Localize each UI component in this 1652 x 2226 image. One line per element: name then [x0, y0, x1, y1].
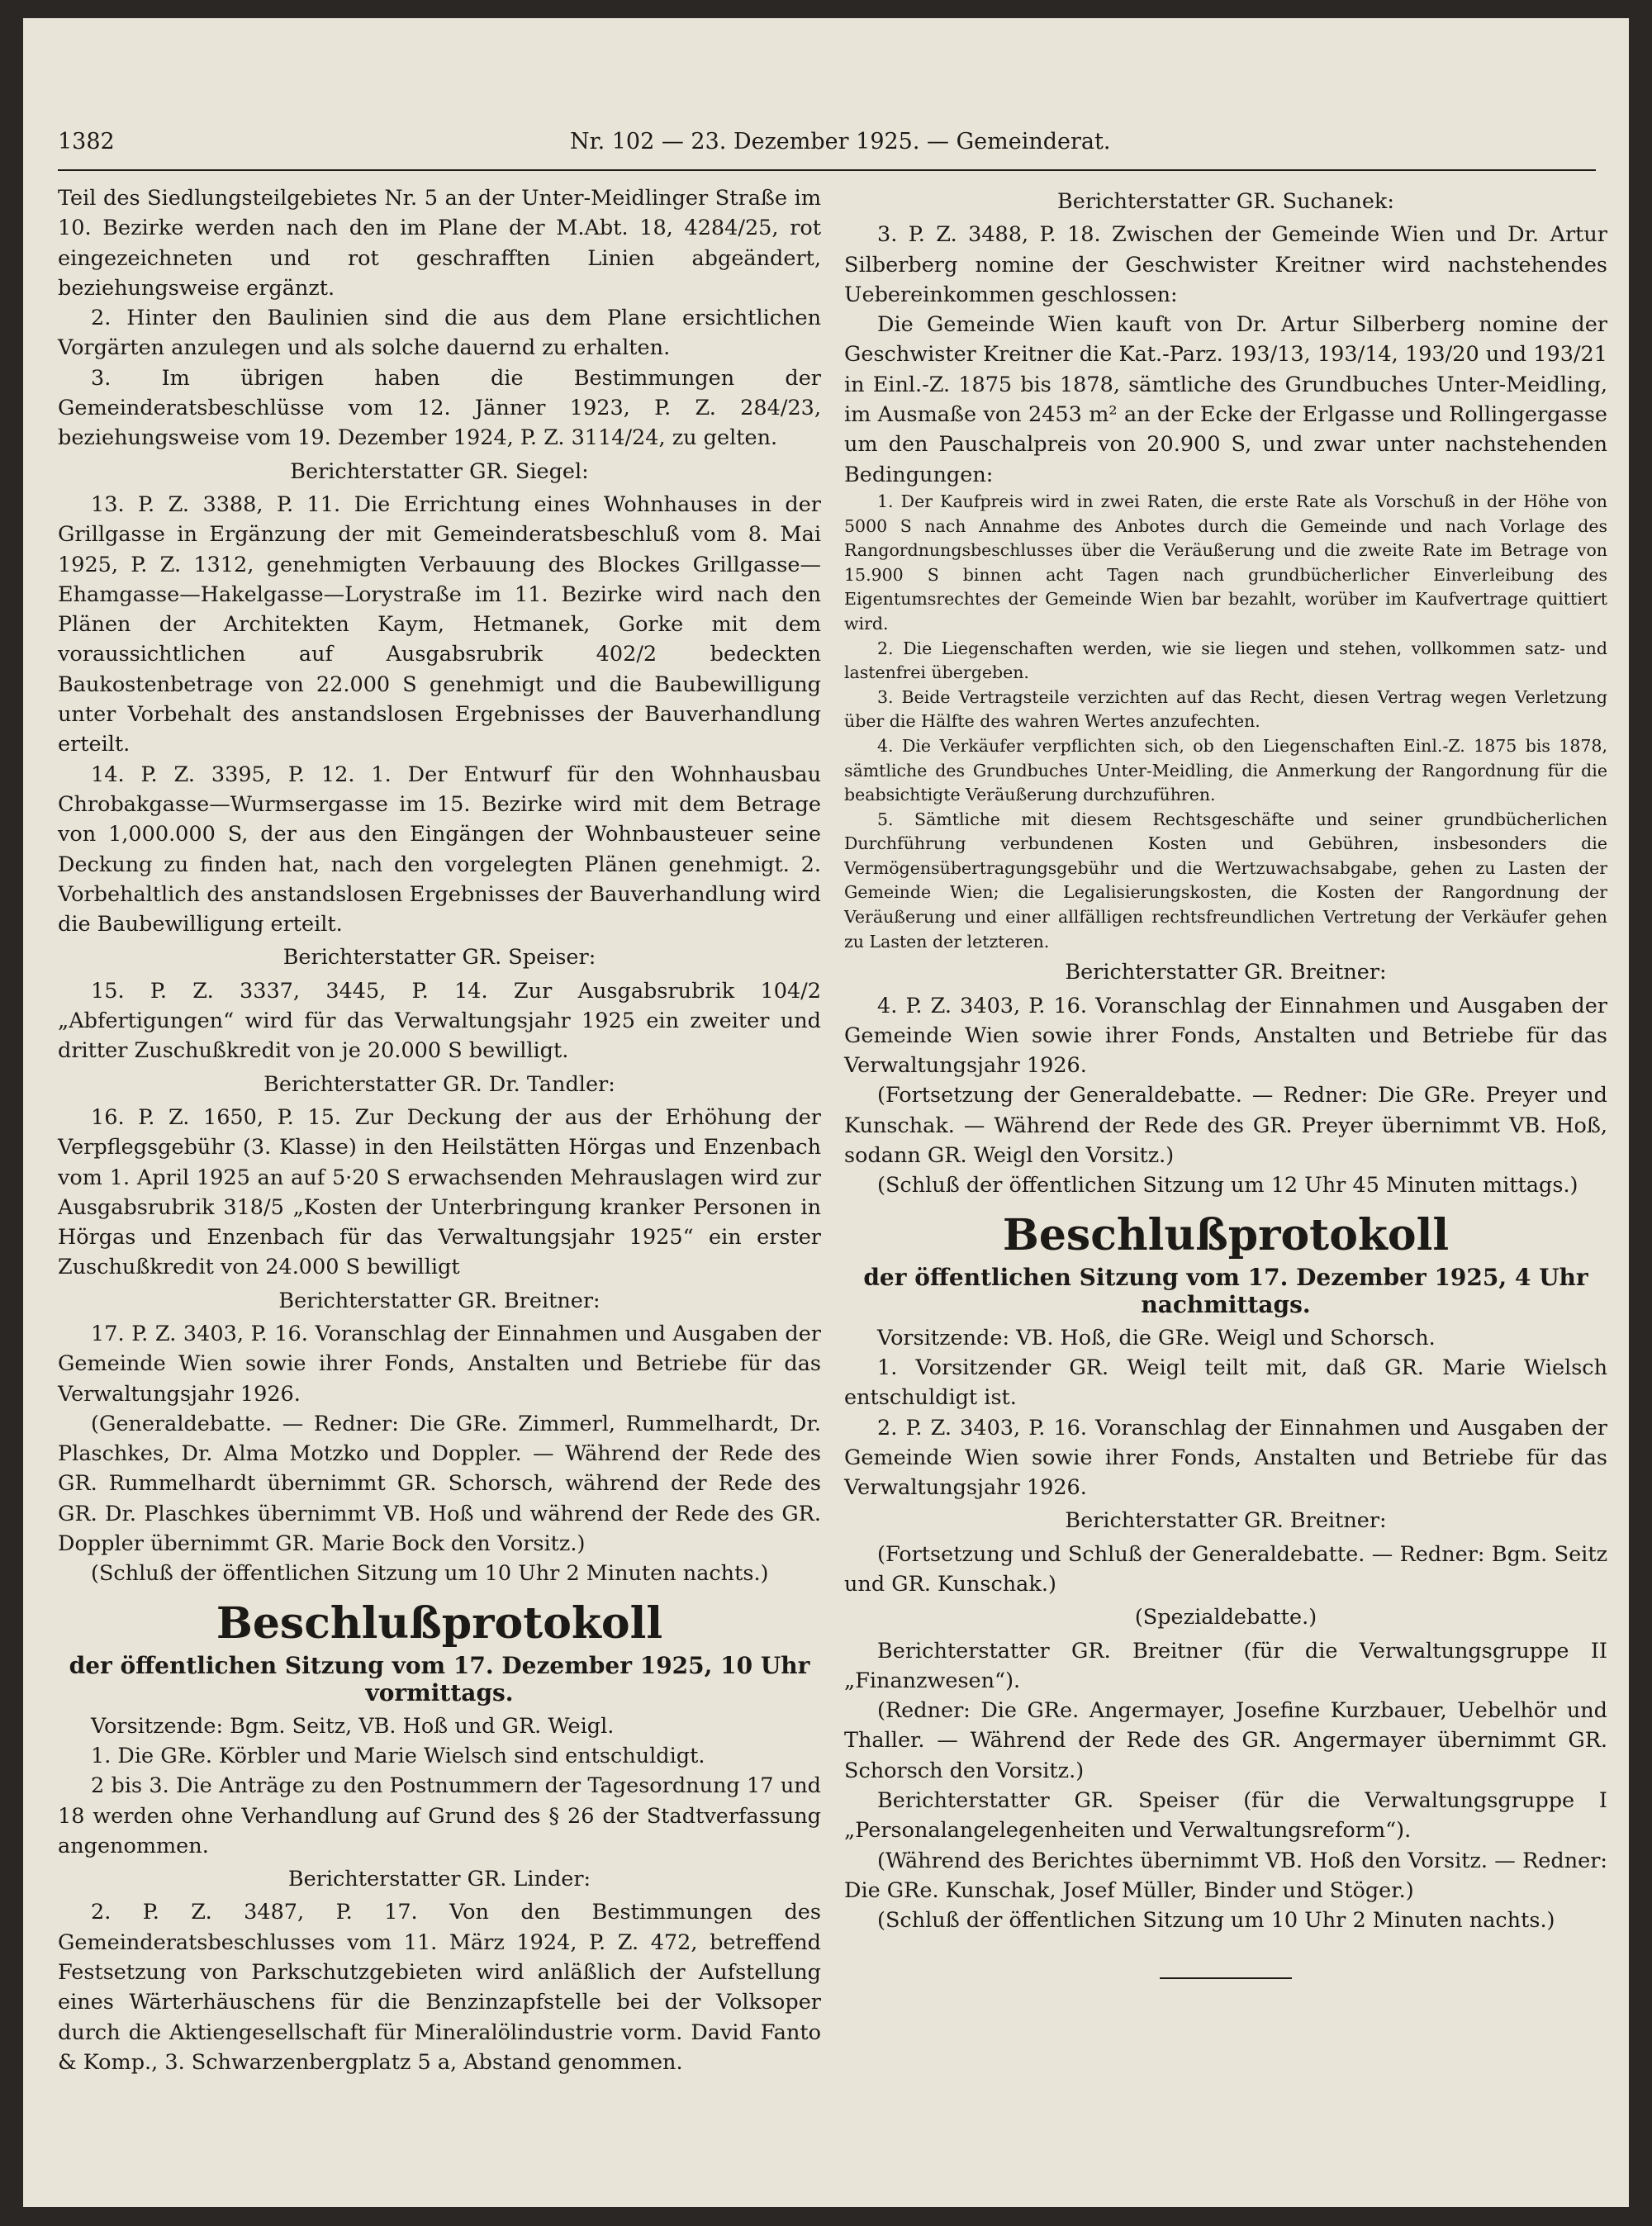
- paragraph: 14. P. Z. 3395, P. 12. 1. Der Entwurf für den Wohnhausbau Chrobakgasse—Wurmsergasse im 15. Bezirke wird mit dem Betrage von 1,000.000 S, der aus den Eingängen der Wohnbausteuer seine Deckung zu finden hat, nach den vorgelegten Plänen genehmigt. 2. Vorbehaltlich des anstandslosen Ergebnisses der Bauverhandlung wird die Baubewilligung erteilt.: [58, 762, 821, 937]
- section-label: Berichterstatter GR. Breitner:: [1065, 960, 1387, 985]
- paragraph: (Schluß der öffentlichen Sitzung um 10 Uhr 2 Minuten nachts.): [91, 1561, 769, 1587]
- contract-clause: 2. Die Liegenschaften werden, wie sie liegen und stehen, vollkommen satz- und lastenfrei übergeben.: [844, 638, 1607, 683]
- paragraph: 15. P. Z. 3337, 3445, P. 14. Zur Ausgabsrubrik 104/2 „Abfertigungen“ wird für das Verwaltungsjahr 1925 ein zweiter und dritter Zuschußkredit von je 20.000 S bewilligt.: [58, 978, 821, 1064]
- paragraph: Teil des Siedlungsteilgebietes Nr. 5 an der Unter-Meidlinger Straße im 10. Bezirke werden nach den im Plane der M.Abt. 18, 4284/25, rot eingezeichneten und rot geschrafften Linien abgeändert, beziehungsweise ergänzt.: [58, 186, 821, 301]
- section-label: Berichterstatter GR. Breitner:: [1065, 1508, 1387, 1534]
- paragraph: Vorsitzende: Bgm. Seitz, VB. Hoß und GR. Weigl.: [91, 1713, 615, 1739]
- section-label: Berichterstatter GR. Speiser:: [282, 945, 596, 971]
- section-subheading: der öffentlichen Sitzung vom 17. Dezember 1925, 10 Uhr vormittags.: [69, 1651, 810, 1706]
- section-label: Berichterstatter GR. Linder:: [287, 1867, 591, 1892]
- paragraph: 1. Vorsitzender GR. Weigl teilt mit, daß GR. Marie Wielsch entschuldigt ist.: [844, 1355, 1607, 1411]
- paragraph: (Schluß der öffentlichen Sitzung um 12 Uhr 45 Minuten mittags.): [877, 1173, 1578, 1198]
- paragraph: 13. P. Z. 3388, P. 11. Die Errichtung eines Wohnhauses in der Grillgasse in Ergänzung der mit Gemeinderatsbeschluß vom 8. Mai 1925, P. Z. 1312, genehmigten Verbauung des Blockes Grillgasse—Ehamgasse—Hakelgasse—Lorystraße im 11. Bezirke wird nach den Plänen der Architekten Kaym, Hetmanek, Gorke mit dem voraussichtlichen auf Ausgabsrubrik 402/2 bedeckten Baukostenbetrage von 22.000 S genehmigt und die Baubewilligung unter Vorbehalt des anstandslosen Ergebnisses der Bauverhandlung erteilt.: [58, 491, 821, 757]
- left-column: [58, 183, 821, 2077]
- section-label: (Spezialdebatte.): [1134, 1605, 1317, 1630]
- paragraph: 2. P. Z. 3487, P. 17. Von den Bestimmungen des Gemeinderatsbeschlusses vom 11. März 1924, P. Z. 472, betreffend Festsetzung von Parkschutzgebieten wird anläßlich der Aufstellung eines Wärterhäuschens für die Benzinzapfstelle bei der Volksoper durch die Aktiengesellschaft für Mineralölindustrie vorm. David Fanto & Komp., 3. Schwarzenbergplatz 5 a, Abstand genommen.: [58, 1900, 821, 2075]
- section-heading: Beschlußprotokoll: [1002, 1209, 1450, 1260]
- paragraph: 2. Hinter den Baulinien sind die aus dem Plane ersichtlichen Vorgärten anzulegen und als solche dauernd zu erhalten.: [58, 306, 821, 361]
- paragraph: 2. P. Z. 3403, P. 16. Voranschlag der Einnahmen und Ausgaben der Gemeinde Wien sowie ihrer Fonds, Anstalten und Betriebe für das Verwaltungsjahr 1926.: [844, 1415, 1607, 1501]
- paragraph: (Schluß der öffentlichen Sitzung um 10 Uhr 2 Minuten nachts.): [877, 1908, 1555, 1934]
- contract-clause: 5. Sämtliche mit diesem Rechtsgeschäfte und seiner grundbücherlichen Durchführung verbundenen Kosten und Gebühren, insbesonders die Vermögensübertragungsgebühr und die Wertzuwachsabgabe, gehen zu Lasten der Gemeinde Wien; die Legalisierungskosten, die Kosten der Rangordnung der Veräußerung und einer allfälligen rechtsfreundlichen Vertretung der Verkäufer gehen zu Lasten der letzteren.: [844, 809, 1607, 952]
- newspaper-page: [23, 18, 1629, 2207]
- paragraph: 17. P. Z. 3403, P. 16. Voranschlag der Einnahmen und Ausgaben der Gemeinde Wien sowie ihrer Fonds, Anstalten und Betriebe für das Verwaltungsjahr 1926.: [58, 1321, 821, 1407]
- page-number: 1382: [58, 129, 115, 154]
- paragraph: 2 bis 3. Die Anträge zu den Postnummern der Tagesordnung 17 und 18 werden ohne Verhandlung auf Grund des § 26 der Stadtverfassung angenommen.: [58, 1773, 821, 1858]
- section-label: Berichterstatter GR. Siegel:: [290, 458, 589, 484]
- paragraph: 4. P. Z. 3403, P. 16. Voranschlag der Einnahmen und Ausgaben der Gemeinde Wien sowie ihrer Fonds, Anstalten und Betriebe für das Verwaltungsjahr 1926.: [844, 993, 1607, 1079]
- right-column: [844, 183, 1607, 1979]
- paragraph: 3. Im übrigen haben die Bestimmungen der Gemeinderatsbeschlüsse vom 12. Jänner 1923, P. Z. 284/23, beziehungsweise vom 19. Dezember 1924, P. Z. 3114/24, zu gelten.: [58, 365, 821, 451]
- paragraph: (Generaldebatte. — Redner: Die GRe. Zimmerl, Rummelhardt, Dr. Plaschkes, Dr. Alma Motzko und Doppler. — Während der Rede des GR. Rummelhardt übernimmt GR. Schorsch, während der Rede des GR. Dr. Plaschkes übernimmt VB. Hoß und während der Rede des GR. Doppler übernimmt GR. Marie Bock den Vorsitz.): [58, 1411, 821, 1557]
- paragraph: (Fortsetzung und Schluß der Generaldebatte. — Redner: Bgm. Seitz und GR. Kunschak.): [844, 1541, 1607, 1597]
- paragraph: 1. Die GRe. Körbler und Marie Wielsch sind entschuldigt.: [91, 1743, 705, 1768]
- issue-title: Nr. 102 — 23. Dezember 1925. — Gemeinderat.: [570, 129, 1111, 154]
- section-heading: Beschlußprotokoll: [216, 1597, 663, 1649]
- section-label: Berichterstatter GR. Suchanek:: [1057, 189, 1394, 214]
- section-subheading: der öffentlichen Sitzung vom 17. Dezember 1925, 4 Uhr nachmittags.: [863, 1263, 1588, 1318]
- paragraph: Berichterstatter GR. Speiser (für die Verwaltungsgruppe I „Personalangelegenheiten und Verwaltungsreform“).: [844, 1788, 1607, 1844]
- paragraph: (Redner: Die GRe. Angermayer, Josefine Kurzbauer, Uebelhör und Thaller. — Während der Rede des GR. Angermayer übernimmt GR. Schorsch den Vorsitz.): [844, 1698, 1607, 1783]
- section-label: Berichterstatter GR. Dr. Tandler:: [263, 1071, 615, 1097]
- paragraph: Die Gemeinde Wien kauft von Dr. Artur Silberberg nomine der Geschwister Kreitner die Kat.-Parz. 193/13, 193/14, 193/20 und 193/21 in Einl.-Z. 1875 bis 1878, sämtliche des Grundbuches Unter-Meidling, im Ausmaße von 2453 m² an der Ecke der Erlgasse und Rollingergasse um den Pauschalpreis von 20.900 S, und zwar unter nachstehenden Bedingungen:: [844, 312, 1607, 487]
- end-rule: [1160, 1977, 1292, 1979]
- page-header: [58, 127, 1596, 160]
- contract-clause: 3. Beide Vertragsteile verzichten auf das Recht, diesen Vertrag wegen Verletzung über die Hälfte des wahren Wertes anzufechten.: [844, 686, 1607, 732]
- paragraph: 3. P. Z. 3488, P. 18. Zwischen der Gemeinde Wien und Dr. Artur Silberberg nomine der Geschwister Kreitner wird nachstehendes Uebereinkommen geschlossen:: [844, 222, 1607, 307]
- paragraph: Berichterstatter GR. Breitner (für die Verwaltungsgruppe II „Finanzwesen“).: [844, 1638, 1607, 1693]
- contract-clause: 1. Der Kaufpreis wird in zwei Raten, die erste Rate als Vorschuß in der Höhe von 5000 S nach Annahme des Anbotes durch die Gemeinde und nach Vorlage des Rangordnungsbeschlusses über die Veräußerung und die zweite Rate im Betrage von 15.900 S binnen acht Tagen nach grundbücherlicher Einverleibung des Eigentumsrechtes der Gemeinde Wien bar bezahlt, worüber im Kaufvertrage quittiert wird.: [844, 491, 1607, 634]
- section-label: Berichterstatter GR. Breitner:: [278, 1288, 601, 1313]
- paragraph: (Fortsetzung der Generaldebatte. — Redner: Die GRe. Preyer und Kunschak. — Während der Rede des GR. Preyer übernimmt VB. Hoß, sodann GR. Weigl den Vorsitz.): [844, 1083, 1607, 1169]
- paragraph: Vorsitzende: VB. Hoß, die GRe. Weigl und Schorsch.: [877, 1325, 1436, 1350]
- paragraph: 16. P. Z. 1650, P. 15. Zur Deckung der aus der Erhöhung der Verpflegsgebühr (3. Klasse) in den Heilstätten Hörgas und Enzenbach vom 1. April 1925 an auf 5·20 S erwachsenden Mehrauslagen wird zur Ausgabsrubrik 318/5 „Kosten der Unterbringung kranker Personen in Hörgas und Enzenbach für das Verwaltungsjahr 1925“ ein erster Zuschußkredit von 24.000 S bewilligt: [58, 1104, 821, 1280]
- contract-clause: 4. Die Verkäufer verpflichten sich, ob den Liegenschaften Einl.-Z. 1875 bis 1878, sämtliche des Grundbuches Unter-Meidling, die Anmerkung der Rangordnung für die beabsichtigte Veräußerung durchzuführen.: [844, 735, 1607, 805]
- paragraph: (Während des Berichtes übernimmt VB. Hoß den Vorsitz. — Redner: Die GRe. Kunschak, Josef Müller, Binder und Stöger.): [844, 1848, 1607, 1903]
- header-rule: [58, 169, 1596, 171]
